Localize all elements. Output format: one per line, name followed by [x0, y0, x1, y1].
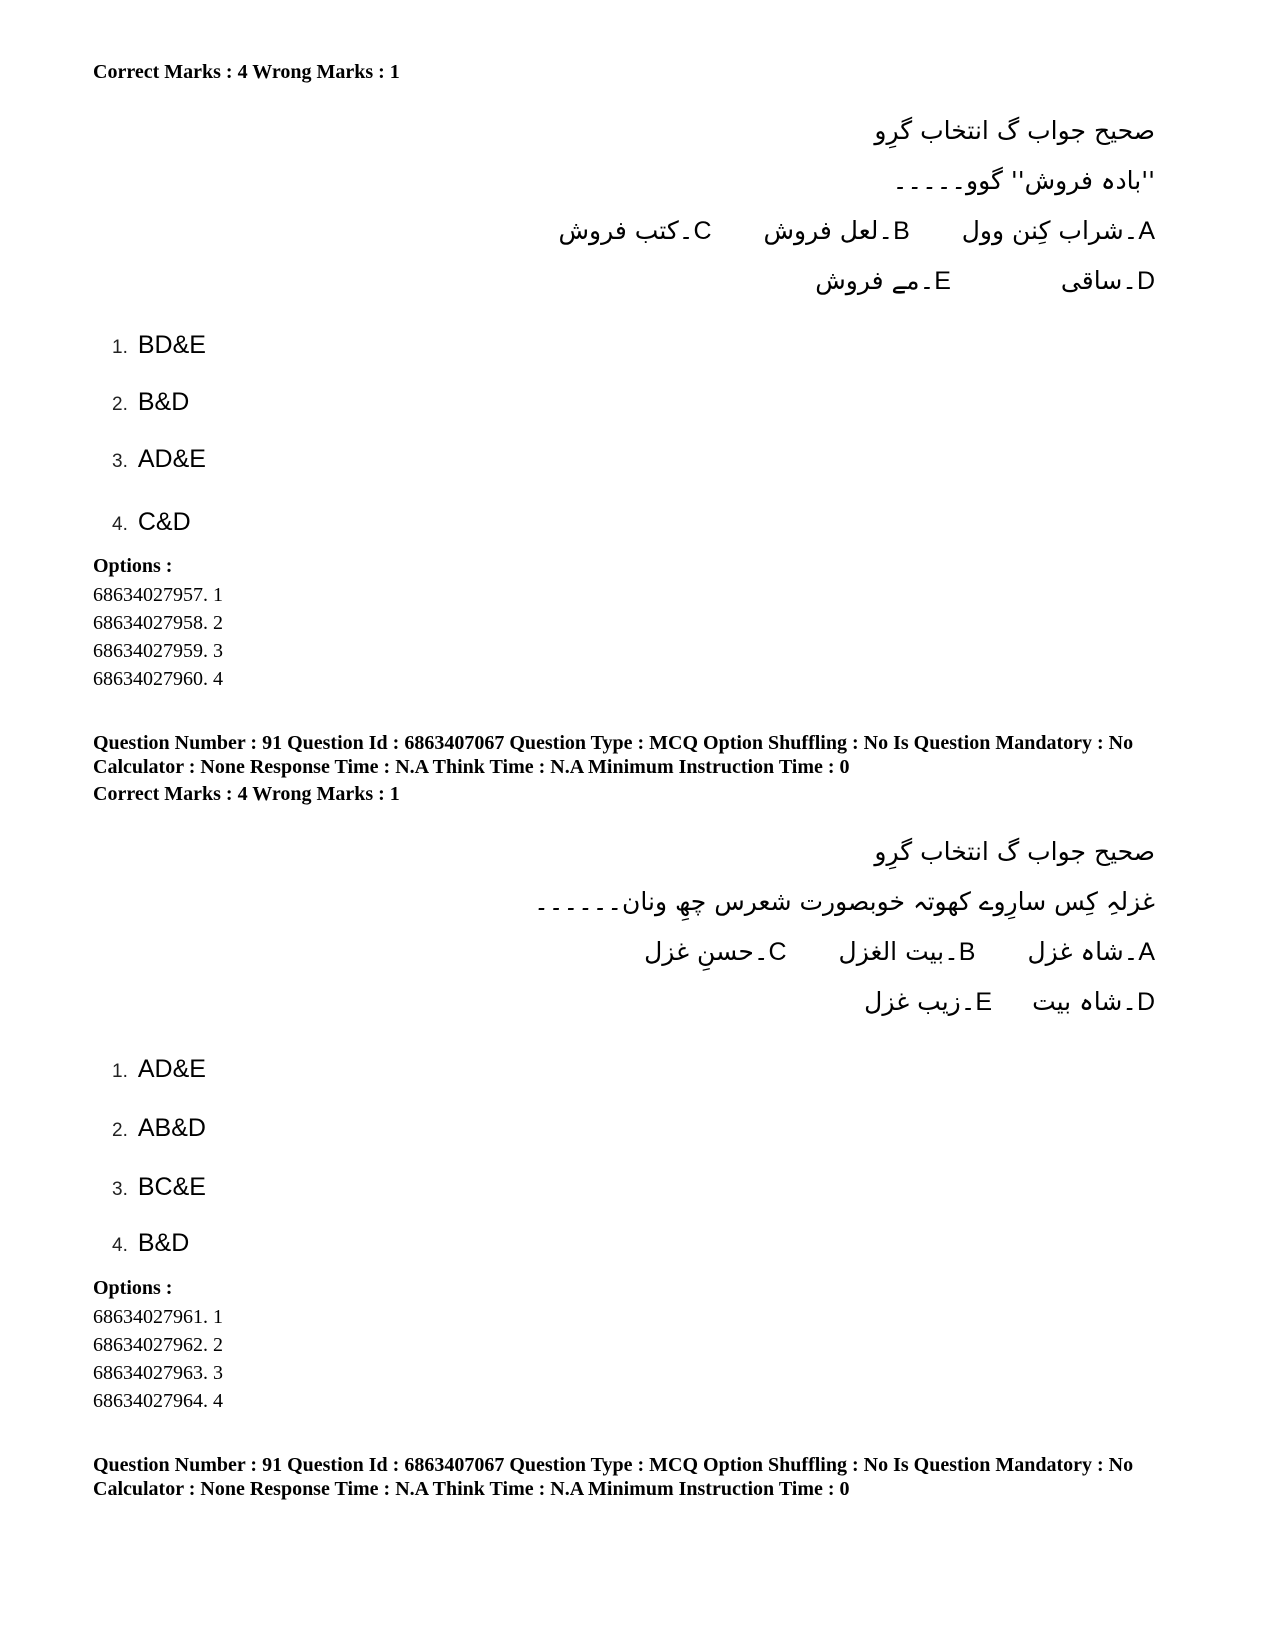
urdu-options-row	[559, 256, 1155, 306]
urdu-question-image	[534, 827, 1155, 1027]
urdu-option-e: E۔مے فروش	[815, 266, 951, 295]
urdu-options-row	[534, 927, 1155, 977]
urdu-option-c: C۔حسنِ غزل	[644, 937, 787, 966]
urdu-option-b: B۔لعل فروش	[763, 216, 910, 245]
options-label: Options :	[93, 555, 173, 577]
urdu-option-d: D۔شاہ بیت	[1032, 987, 1155, 1016]
options-label: Options :	[93, 1277, 173, 1299]
option-id-line: 68634027961. 1	[93, 1306, 223, 1328]
urdu-question-text: ''بادہ فروش'' گوو۔۔۔۔۔	[892, 166, 1155, 195]
answer-choice: 4. C&D	[112, 508, 191, 536]
answer-choice: 3. BC&E	[112, 1173, 206, 1201]
answer-choice: 2. AB&D	[112, 1114, 206, 1142]
option-id-line: 68634027960. 4	[93, 668, 223, 690]
urdu-option-a: A۔شراب کِنن وول	[961, 216, 1155, 245]
answer-choice: 2. B&D	[112, 388, 190, 416]
urdu-option-e: E۔زیب غزل	[864, 987, 993, 1016]
urdu-question-image	[559, 106, 1155, 306]
marks-line: Correct Marks : 4 Wrong Marks : 1	[93, 783, 400, 805]
marks-line: Correct Marks : 4 Wrong Marks : 1	[93, 61, 400, 83]
urdu-options-row	[534, 977, 1155, 1027]
option-id-line: 68634027962. 2	[93, 1334, 223, 1356]
option-id-line: 68634027959. 3	[93, 640, 223, 662]
option-id-line: 68634027958. 2	[93, 612, 223, 634]
urdu-question-text: غزلہِ کِس سارِوے کھوتہ خوبصورت شعرس چھِ ونان۔۔۔۔۔۔	[534, 887, 1155, 916]
urdu-option-b: B۔بیت الغزل	[838, 937, 976, 966]
urdu-instruction: صحیح جواب گ انتخاب گرِو	[874, 116, 1155, 145]
answer-choice: 4. B&D	[112, 1229, 190, 1257]
question-meta: Question Number : 91 Question Id : 6863407067 Question Type : MCQ Option Shuffling : No Is Question Mandatory : No Calculator : None Response Time : N.A Think Time : N.A Minimum Instruction Time : 0	[93, 732, 1134, 778]
option-id-line: 68634027957. 1	[93, 584, 223, 606]
urdu-instruction: صحیح جواب گ انتخاب گرِو	[874, 837, 1155, 866]
answer-choice: 1. AD&E	[112, 1055, 206, 1083]
urdu-options-row	[559, 206, 1155, 256]
urdu-option-d: D۔ساقی	[1060, 266, 1155, 295]
answer-choice: 3. AD&E	[112, 445, 206, 473]
question-meta: Question Number : 91 Question Id : 6863407067 Question Type : MCQ Option Shuffling : No Is Question Mandatory : No Calculator : None Response Time : N.A Think Time : N.A Minimum Instruction Time : 0	[93, 1454, 1134, 1500]
option-id-line: 68634027964. 4	[93, 1390, 223, 1412]
answer-choice: 1. BD&E	[112, 331, 206, 359]
option-id-line: 68634027963. 3	[93, 1362, 223, 1384]
urdu-option-c: C۔کتب فروش	[558, 216, 712, 245]
urdu-option-a: A۔شاہ غزل	[1027, 937, 1155, 966]
